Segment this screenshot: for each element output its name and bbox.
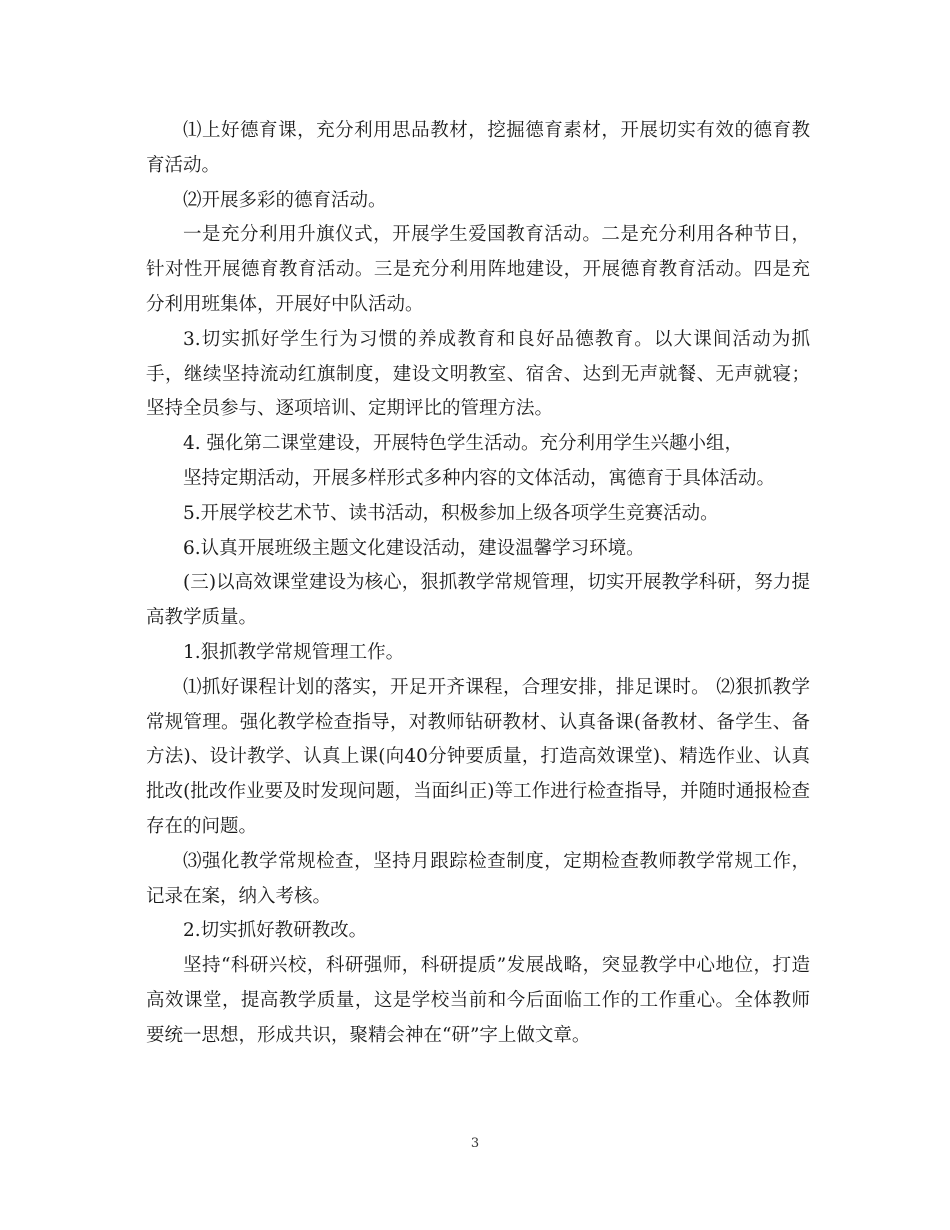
paragraph-8: 6.认真开展班级主题文化建设活动，建设温馨学习环境。 (183, 537, 645, 559)
paragraph-3: 一是充分利用升旗仪式，开展学生爱国教育活动。二是充分利用各种节日，针对性开展德育教育活动。三是充分利用阵地建设，开展德育教育活动。四是充分利用班集体，开展好中队活动。 (146, 224, 810, 315)
paragraph-2: ⑵开展多彩的德育活动。 (183, 189, 387, 211)
paragraph-4: 3.切实抓好学生行为习惯的养成教育和良好品德教育。以大课间活动为抓手，继续坚持流动红旗制度，建设文明教室、宿舍、达到无声就餐、无声就寝；坚持全员参与、逐项培训、定期评比的管理方法。 (146, 328, 810, 420)
paragraph-5: 4. 强化第二课堂建设，开展特色学生活动。充分利用学生兴趣小组， (183, 433, 744, 455)
paragraph-14: 坚持“科研兴校，科研强师，科研提质”发展战略，突显教学中心地位，打造高效课堂，提高教学质量，这是学校当前和今后面临工作的工作重心。全体教师要统一思想，形成共识，聚精会神在“研”字上做文章。 (146, 955, 810, 1046)
paragraph-12: ⑶强化教学常规检查，坚持月跟踪检查制度，定期检查教师教学常规工作，记录在案，纳入考核。 (146, 850, 810, 907)
paragraph-9: (三)以高效课堂建设为核心，狠抓教学常规管理，切实开展教学科研，努力提高教学质量。 (146, 572, 810, 629)
paragraph-7: 5.开展学校艺术节、读书活动，积极参加上级各项学生竞赛活动。 (183, 502, 719, 524)
paragraph-6: 坚持定期活动，开展多样形式多种内容的文体活动，寓德育于具体活动。 (183, 467, 776, 489)
paragraph-11: ⑴抓好课程计划的落实，开足开齐课程，合理安排，排足课时。 ⑵狠抓教学常规管理。强化教学检查指导，对教师钻研教材、认真备课(备教材、备学生、备方法)、设计教学、认真上课(向40分钟要质量，打造高效课堂)、精选作业、认真批改(批改作业要及时发现问题，当面纠正)等工作进行检查指导，并随时通报检查存在的问题。 (146, 676, 810, 837)
paragraph-10: 1.狠抓教学常规管理工作。 (183, 641, 405, 663)
page-number: 3 (470, 1136, 480, 1151)
paragraph-1: ⑴上好德育课，充分利用思品教材，挖掘德育素材，开展切实有效的德育教育活动。 (146, 120, 810, 176)
document-body (146, 114, 810, 1054)
paragraph-13: 2.切实抓好教研教改。 (183, 920, 368, 942)
